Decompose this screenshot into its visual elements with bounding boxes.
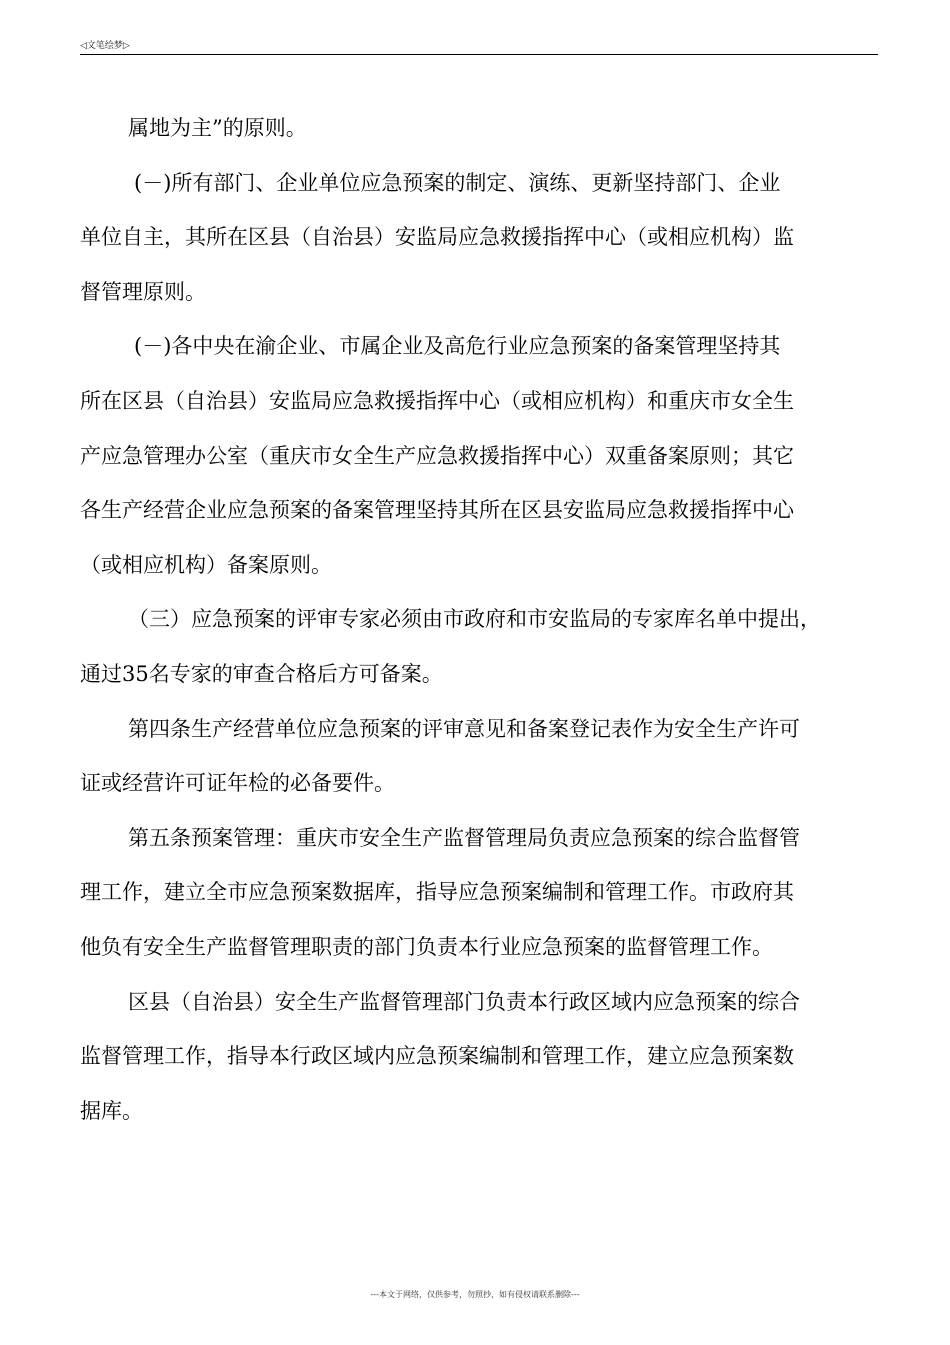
text-line: 区县（自治县）安全生产监督管理部门负责本行政区域内应急预案的综合 bbox=[128, 989, 800, 1014]
page-footer: ---本文于网络，仅供参考，勿照抄，如有侵权请联系删除--- bbox=[370, 1290, 580, 1299]
text-line: 属地为主”的原则。 bbox=[128, 116, 307, 140]
text-line: 督管理原则。 bbox=[80, 279, 206, 304]
text-line: （三）应急预案的评审专家必须由市政府和市安监局的专家库名单中提出， bbox=[128, 607, 821, 632]
text-line: 监督管理工作，指导本行政区域内应急预案编制和管理工作，建立应急预案数 bbox=[80, 1044, 794, 1069]
text-line: 各生产经营企业应急预案的备案管理坚持其所在区县安监局应急救援指挥中心 bbox=[80, 498, 794, 523]
text-line: 理工作，建立全市应急预案数据库，指导应急预案编制和管理工作。市政府其 bbox=[80, 880, 794, 905]
text-line: 所在区县（自治县）安监局应急救援指挥中心（或相应机构）和重庆市女全生 bbox=[80, 388, 794, 413]
header-divider bbox=[80, 54, 878, 55]
text-line: (－)所有部门、企业单位应急预案的制定、演练、更新坚持部门、企业 bbox=[134, 170, 781, 195]
document-body bbox=[80, 101, 892, 1138]
text-line: 第五条预案管理：重庆市安全生产监督管理局负责应急预案的综合监督管 bbox=[128, 825, 800, 850]
text-line: 第四条生产经营单位应急预案的评审意见和备案登记表作为安全生产许可 bbox=[128, 716, 800, 741]
text-line: 单位自主，其所在区县（自治县）安监局应急救援指挥中心（或相应机构）监 bbox=[80, 225, 794, 250]
text-line: 他负有安全生产监督管理职责的部门负责本行业应急预案的监督管理工作。 bbox=[80, 934, 773, 959]
text-line: 证或经营许可证年检的必备要件。 bbox=[80, 771, 395, 796]
text-line: 通过35名专家的审查合格后方可备案。 bbox=[80, 661, 443, 686]
text-line: (－)各中央在渝企业、市属企业及高危行业应急预案的备案管理坚持其 bbox=[134, 334, 781, 359]
page-header: ◁文笔绘梦▷ bbox=[80, 41, 130, 51]
text-line: （或相应机构）备案原则。 bbox=[80, 552, 332, 577]
text-line: 产应急管理办公室（重庆市女全生产应急救援指挥中心）双重备案原则；其它 bbox=[80, 443, 794, 468]
text-line: 据库。 bbox=[80, 1098, 143, 1123]
